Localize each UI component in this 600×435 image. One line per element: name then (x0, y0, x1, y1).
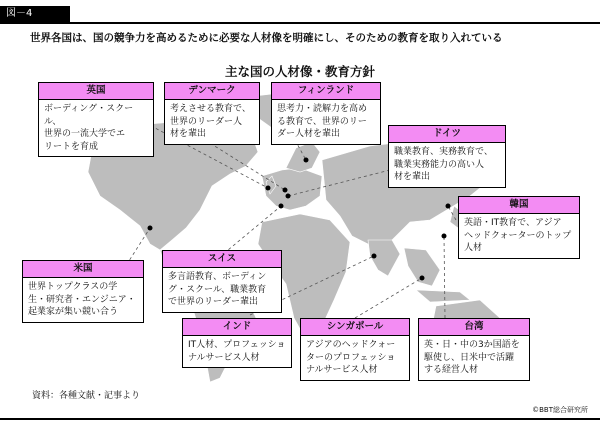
germany-box (388, 125, 506, 188)
germany-header: ドイツ (389, 126, 505, 143)
switzerland-text: 多言語教育、ボーディン グ・スクール、職業教育 で世界のリーダー輩出 (168, 272, 267, 307)
taiwan-header: 台湾 (419, 319, 529, 336)
taiwan-text: 英・日・中の3か国語を 駆使し、日米中で活躍 する経営人材 (424, 340, 520, 375)
finland-header: フィンランド (272, 83, 380, 100)
finland-box (271, 82, 381, 145)
usa-box (22, 260, 144, 323)
switzerland-box (162, 250, 282, 313)
usa-text: 世界トップクラスの学 生・研究者・エンジニア・ 起業家が集い競い合う (28, 282, 136, 317)
marker-switzerland (279, 204, 284, 209)
denmark-header: デンマーク (165, 83, 259, 100)
uk-header: 英国 (39, 83, 153, 100)
india-text: IT人材、プロフェッショ ナルサービス人材 (188, 340, 286, 363)
singapore-box (300, 318, 410, 381)
diagram-title: 主な国の人材像・教育方針 (224, 64, 375, 79)
marker-india (372, 254, 377, 259)
singapore-header: シンガポール (301, 319, 409, 336)
korea-box (458, 196, 580, 259)
korea-text: 英語・IT教育で、アジア ヘッドクォーターのトップ 人材 (464, 218, 572, 253)
marker-singapore (420, 276, 425, 281)
bottom-rule (0, 418, 600, 420)
marker-korea (446, 204, 451, 209)
uk-box (38, 82, 154, 157)
copyright: ©BBT総合研究所 (532, 406, 588, 414)
germany-text: 職業教育、実務教育で、 職業実務能力の高い人 材を輩出 (394, 147, 493, 182)
india-header: インド (183, 319, 291, 336)
marker-denmark (283, 188, 288, 193)
figure-label: 図－4 (0, 6, 70, 22)
usa-header: 米国 (23, 261, 143, 278)
source-note: 資料：各種文献・記事より (32, 391, 141, 401)
marker-finland (304, 158, 309, 163)
marker-germany (286, 194, 291, 199)
india-box (182, 318, 292, 368)
switzerland-header: スイス (163, 251, 281, 268)
intro-text: 世界各国は、国の競争力を高めるために必要な人材像を明確にし、そのための教育を取り入れている (30, 32, 503, 44)
singapore-text: アジアのヘッドクォー ターのプロフェッショ ナルサービス人材 (306, 340, 396, 375)
indonesia (416, 290, 470, 302)
marker-taiwan (442, 234, 447, 239)
uk-text: ボーディング・スクール、 世界の一流大学でエ リートを育成 (44, 104, 134, 152)
marker-usa (148, 226, 153, 231)
scandinavia (286, 142, 320, 172)
line-singapore (355, 278, 422, 318)
taiwan-box (418, 318, 530, 381)
finland-text: 思考力・読解力を高め る教育で、世界のリー ダー人材を輩出 (277, 104, 368, 139)
korea-header: 韓国 (459, 197, 579, 214)
marker-uk (266, 186, 271, 191)
denmark-text: 考えさせる教育で、 世界のリーダー人 材を輩出 (170, 104, 251, 139)
denmark-box (164, 82, 260, 145)
